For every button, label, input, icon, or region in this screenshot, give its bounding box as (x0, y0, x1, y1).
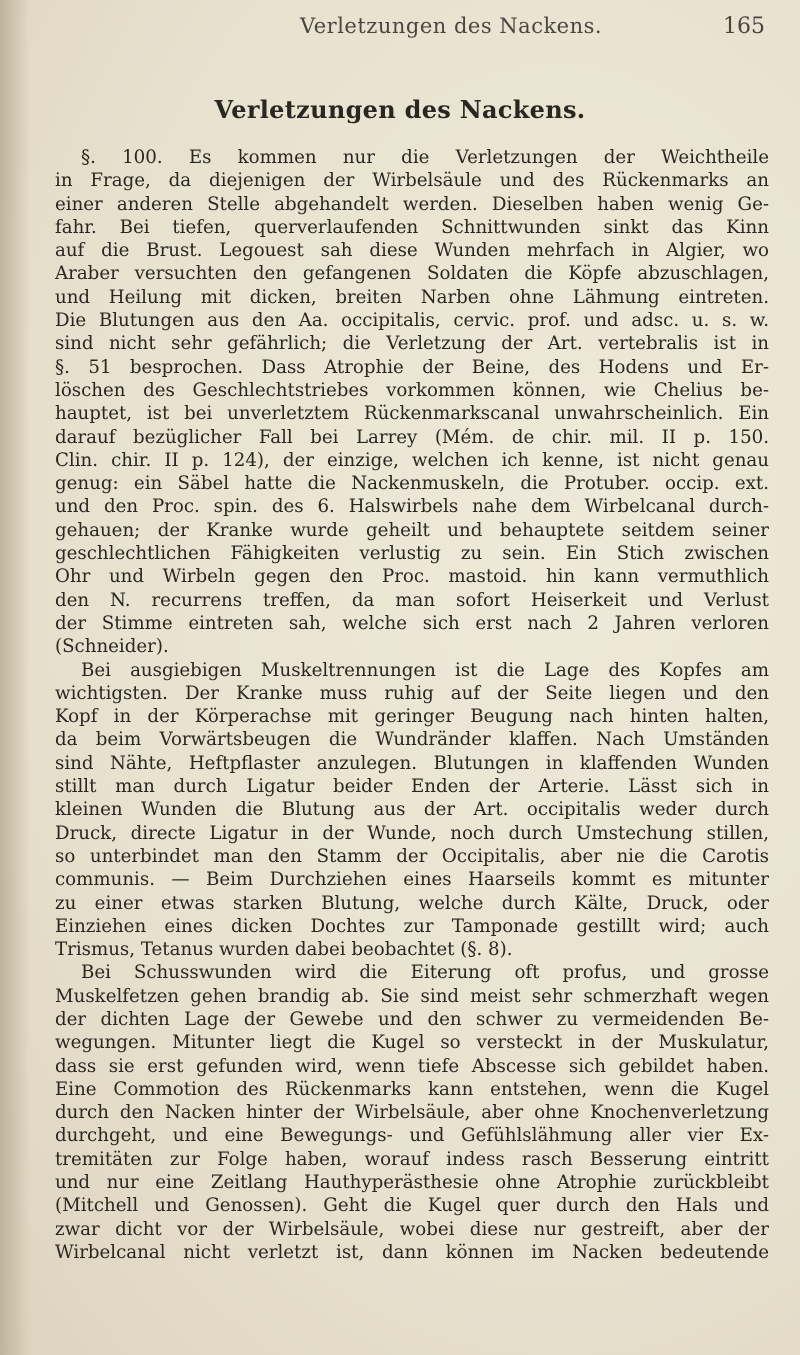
page-number: 165 (723, 14, 765, 39)
text-line: Clin. chir. II p. 124), der einzige, welchen ich kenne, ist nicht genau (55, 449, 769, 471)
text-line: und Heilung mit dicken, breiten Narben ohne Lähmung eintreten. (55, 286, 769, 308)
text-line: geschlechtlichen Fähigkeiten verlustig zu sein. Ein Stich zwischen (55, 543, 769, 565)
text-line: communis. — Beim Durchziehen eines Haarseils kommt es mitunter (55, 869, 769, 891)
running-head-title: Verletzungen des Nackens. (300, 14, 603, 38)
text-line: durchgeht, und eine Bewegungs- und Gefühlslähmung aller vier Ex- (55, 1125, 769, 1147)
running-head (0, 14, 800, 44)
text-line: genug: ein Säbel hatte die Nackenmuskeln, die Protuber. occip. ext. (55, 473, 769, 495)
text-line: Wirbelcanal nicht verletzt ist, dann können im Nacken bedeutende (55, 1241, 769, 1263)
text-line: und den Proc. spin. des 6. Halswirbels nahe dem Wirbelcanal durch- (55, 496, 769, 518)
text-line: den N. recurrens treffen, da man sofort Heiserkeit und Verlust (55, 589, 769, 611)
text-line: Die Blutungen aus den Aa. occipitalis, cervic. prof. und adsc. u. s. w. (55, 310, 769, 332)
text-line: Trismus, Tetanus wurden dabei beobachtet (§. 8). (55, 939, 513, 961)
text-line: gehauen; der Kranke wurde geheilt und behauptete seitdem seiner (55, 519, 769, 541)
text-line: löschen des Geschlechtstriebes vorkommen können, wie Chelius be- (55, 379, 769, 401)
body-text (55, 146, 769, 1264)
text-line: Bei Schusswunden wird die Eiterung oft profus, und grosse (81, 962, 769, 984)
page-gutter-shadow (0, 0, 30, 1355)
text-line: wichtigsten. Der Kranke muss ruhig auf der Seite liegen und den (55, 682, 769, 704)
text-line: wegungen. Mitunter liegt die Kugel so versteckt in der Muskulatur, (55, 1032, 769, 1054)
text-line: (Schneider). (55, 636, 169, 658)
text-line: Eine Commotion des Rückenmarks kann entstehen, wenn die Kugel (55, 1078, 769, 1100)
text-line: sind nicht sehr gefährlich; die Verletzung der Art. vertebralis ist in (55, 333, 769, 355)
text-line: darauf bezüglicher Fall bei Larrey (Mém. de chir. mil. II p. 150. (55, 426, 769, 448)
text-line: Bei ausgiebigen Muskeltrennungen ist die Lage des Kopfes am (81, 659, 769, 681)
text-line: Ohr und Wirbeln gegen den Proc. mastoid. hin kann vermuthlich (55, 566, 769, 588)
text-line: auf die Brust. Legouest sah diese Wunden mehrfach in Algier, wo (55, 240, 769, 262)
text-line: der dichten Lage der Gewebe und den schwer zu vermeidenden Be- (55, 1008, 769, 1030)
text-line: tremitäten zur Folge haben, worauf indess rasch Besserung eintritt (55, 1148, 769, 1170)
text-line: Muskelfetzen gehen brandig ab. Sie sind meist sehr schmerzhaft wegen (55, 985, 769, 1007)
text-line: fahr. Bei tiefen, querverlaufenden Schnittwunden sinkt das Kinn (55, 216, 769, 238)
text-line: in Frage, da diejenigen der Wirbelsäule und des Rückenmarks an (55, 170, 769, 192)
section-heading: Verletzungen des Nackens. (214, 95, 586, 124)
text-line: hauptet, ist bei unverletztem Rückenmarkscanal unwahrscheinlich. Ein (55, 403, 769, 425)
text-line: Einziehen eines dicken Dochtes zur Tamponade gestillt wird; auch (55, 915, 769, 937)
text-line: dass sie erst gefunden wird, wenn tiefe Abscesse sich gebildet haben. (55, 1055, 769, 1077)
text-line: zwar dicht vor der Wirbelsäule, wobei diese nur gestreift, aber der (55, 1218, 769, 1240)
text-line: einer anderen Stelle abgehandelt werden. Dieselben haben wenig Ge- (55, 193, 769, 215)
text-line: zu einer etwas starken Blutung, welche durch Kälte, Druck, oder (55, 892, 769, 914)
text-line: sind Nähte, Heftpflaster anzulegen. Blutungen in klaffenden Wunden (55, 752, 769, 774)
text-line: §. 100. Es kommen nur die Verletzungen der Weichtheile (81, 147, 769, 168)
text-line: Araber versuchten den gefangenen Soldaten die Köpfe abzuschlagen, (55, 263, 769, 285)
text-line: stillt man durch Ligatur beider Enden der Arterie. Lässt sich in (55, 776, 769, 798)
text-line: durch den Nacken hinter der Wirbelsäule, aber ohne Knochenverletzung (55, 1102, 769, 1124)
text-line: (Mitchell und Genossen). Geht die Kugel quer durch den Hals und (55, 1195, 769, 1217)
text-line: so unterbindet man den Stamm der Occipitalis, aber nie die Carotis (55, 845, 769, 867)
text-line: Kopf in der Körperachse mit geringer Beugung nach hinten halten, (55, 706, 769, 728)
text-line: da beim Vorwärtsbeugen die Wundränder klaffen. Nach Umständen (55, 729, 769, 751)
text-line: Druck, directe Ligatur in der Wunde, noch durch Umstechung stillen, (55, 822, 769, 844)
text-line: und nur eine Zeitlang Hauthyperästhesie ohne Atrophie zurückbleibt (55, 1172, 769, 1194)
text-line: §. 51 besprochen. Dass Atrophie der Beine, des Hodens und Er- (55, 356, 769, 378)
text-line: der Stimme eintreten sah, welche sich erst nach 2 Jahren verloren (55, 612, 769, 634)
text-line: kleinen Wunden die Blutung aus der Art. occipitalis weder durch (55, 799, 769, 821)
